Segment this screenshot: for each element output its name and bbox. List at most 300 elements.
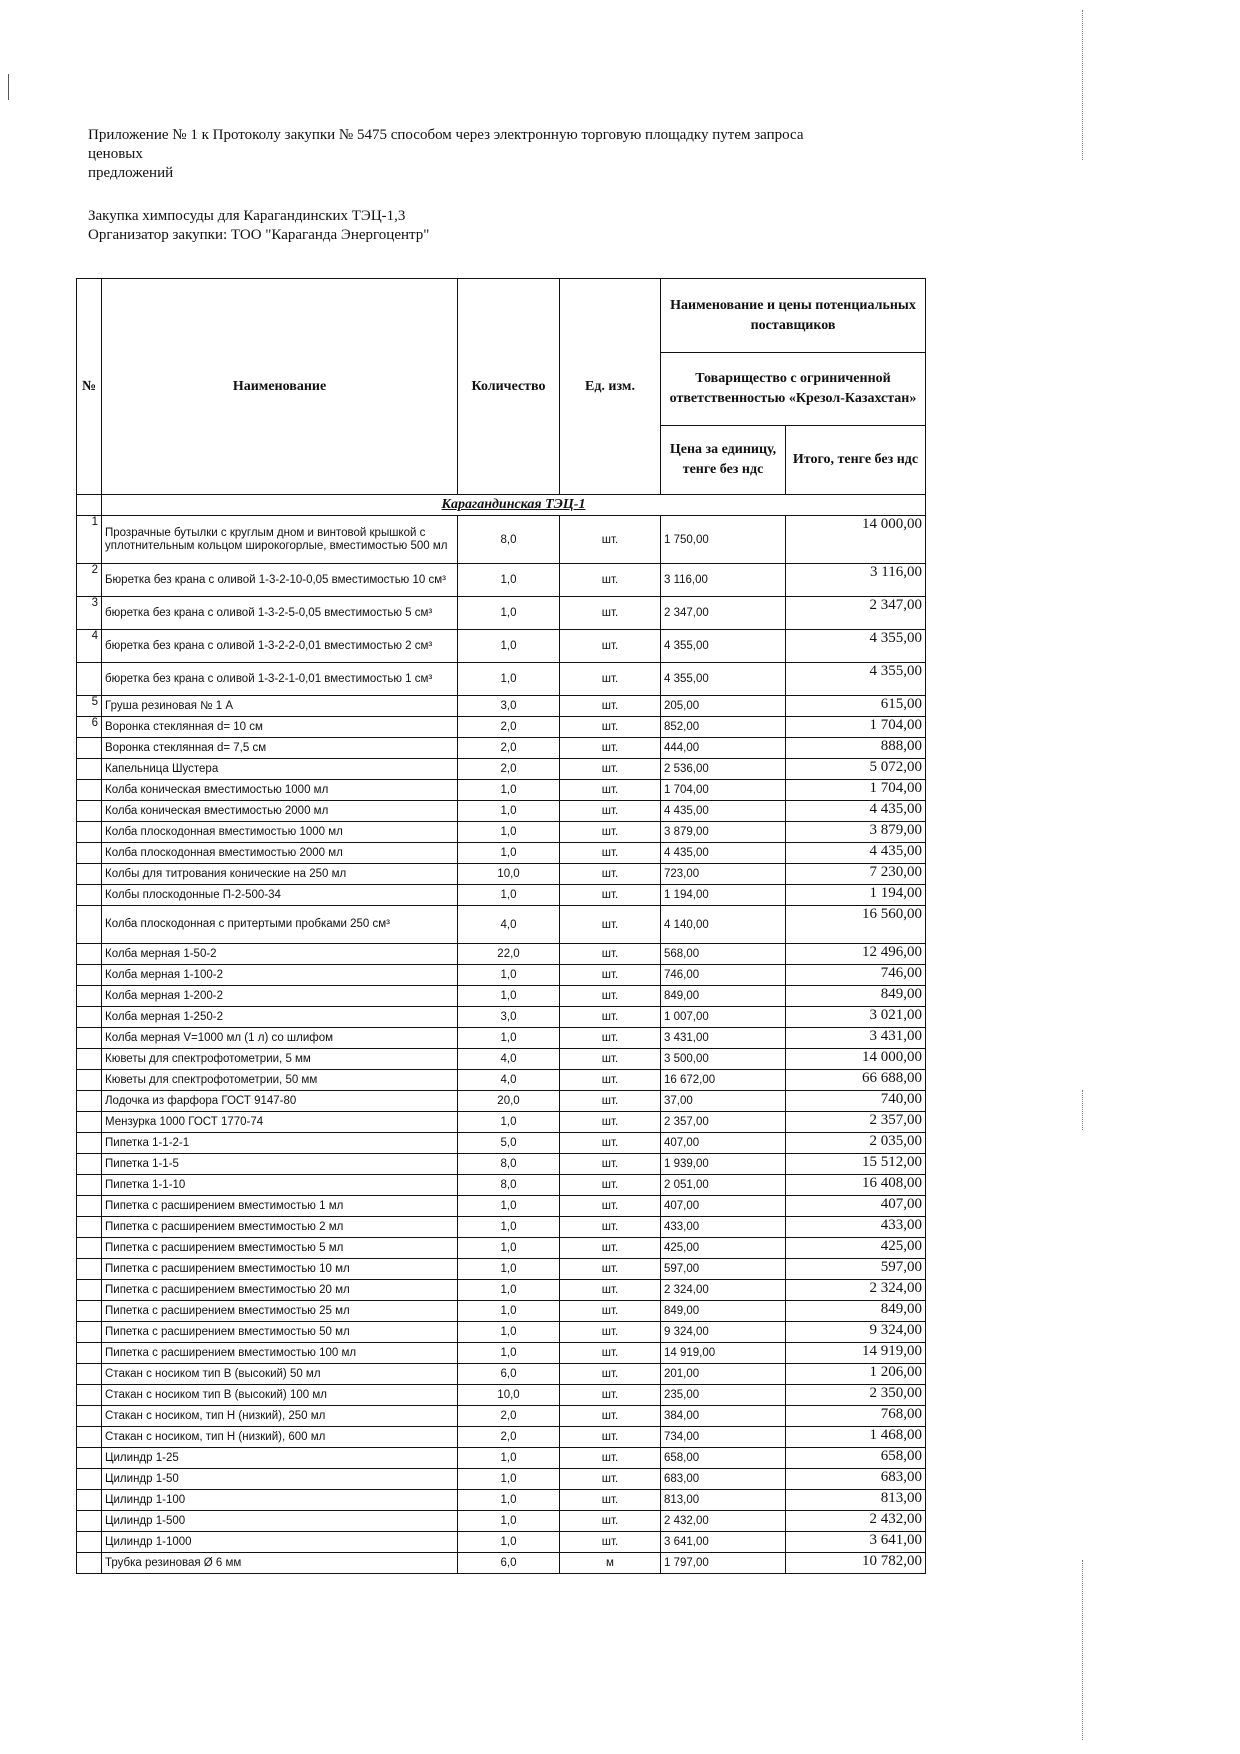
table-row	[77, 1133, 926, 1154]
row-number	[77, 1469, 102, 1490]
item-name: Колба плоскодонная вместимостью 1000 мл	[102, 822, 458, 843]
row-number	[77, 1406, 102, 1427]
item-unit: шт.	[560, 1532, 661, 1553]
item-quantity: 4,0	[458, 906, 560, 944]
item-name: Мензурка 1000 ГОСТ 1770-74	[102, 1112, 458, 1133]
item-name: Цилиндр 1-100	[102, 1490, 458, 1511]
table-row	[77, 663, 926, 696]
item-unit: шт.	[560, 1364, 661, 1385]
item-total: 597,00	[786, 1259, 926, 1280]
row-number	[77, 1049, 102, 1070]
item-total: 746,00	[786, 965, 926, 986]
item-unit: шт.	[560, 1196, 661, 1217]
item-unit: шт.	[560, 885, 661, 906]
row-number: 3	[77, 597, 102, 630]
item-total: 14 919,00	[786, 1343, 926, 1364]
row-number	[77, 986, 102, 1007]
row-number	[77, 843, 102, 864]
item-total: 66 688,00	[786, 1070, 926, 1091]
item-total: 16 408,00	[786, 1175, 926, 1196]
item-total: 14 000,00	[786, 516, 926, 564]
item-name: Колба плоскодонная вместимостью 2000 мл	[102, 843, 458, 864]
header-total: Итого, тенге без ндс	[786, 426, 926, 495]
item-name: Пипетка с расширением вместимостью 2 мл	[102, 1217, 458, 1238]
item-total: 3 431,00	[786, 1028, 926, 1049]
item-unit-price: 3 431,00	[661, 1028, 786, 1049]
item-unit-price: 2 051,00	[661, 1175, 786, 1196]
table-row	[77, 986, 926, 1007]
item-unit: шт.	[560, 1028, 661, 1049]
item-unit: шт.	[560, 780, 661, 801]
item-unit: шт.	[560, 1322, 661, 1343]
item-quantity: 1,0	[458, 630, 560, 663]
item-total: 16 560,00	[786, 906, 926, 944]
item-quantity: 1,0	[458, 843, 560, 864]
item-total: 849,00	[786, 1301, 926, 1322]
item-unit-price: 4 435,00	[661, 801, 786, 822]
item-unit: шт.	[560, 630, 661, 663]
table-row	[77, 1028, 926, 1049]
item-name: Цилиндр 1-500	[102, 1511, 458, 1532]
row-number	[77, 885, 102, 906]
table-row	[77, 1469, 926, 1490]
item-quantity: 1,0	[458, 1028, 560, 1049]
table-row	[77, 944, 926, 965]
item-total: 740,00	[786, 1091, 926, 1112]
item-unit-price: 2 324,00	[661, 1280, 786, 1301]
table-row	[77, 1154, 926, 1175]
table-row	[77, 1196, 926, 1217]
item-total: 888,00	[786, 738, 926, 759]
item-total: 1 194,00	[786, 885, 926, 906]
item-unit-price: 37,00	[661, 1091, 786, 1112]
item-name: Груша резиновая № 1 А	[102, 696, 458, 717]
item-unit-price: 201,00	[661, 1364, 786, 1385]
item-quantity: 8,0	[458, 1154, 560, 1175]
item-unit-price: 235,00	[661, 1385, 786, 1406]
item-name: Колба плоскодонная с притертыми пробками 250 см³	[102, 906, 458, 944]
item-quantity: 1,0	[458, 1532, 560, 1553]
item-quantity: 2,0	[458, 1427, 560, 1448]
item-unit: шт.	[560, 1238, 661, 1259]
item-quantity: 2,0	[458, 717, 560, 738]
item-quantity: 1,0	[458, 564, 560, 597]
item-name: Капельница Шустера	[102, 759, 458, 780]
item-unit: шт.	[560, 1091, 661, 1112]
row-number	[77, 1259, 102, 1280]
table-row	[77, 885, 926, 906]
table-row	[77, 564, 926, 597]
item-unit: шт.	[560, 738, 661, 759]
item-quantity: 1,0	[458, 780, 560, 801]
header-name: Наименование	[102, 279, 458, 495]
item-unit: шт.	[560, 1007, 661, 1028]
item-name: Колба коническая вместимостью 2000 мл	[102, 801, 458, 822]
item-name: Воронка стеклянная d= 10 см	[102, 717, 458, 738]
item-unit: шт.	[560, 822, 661, 843]
item-total: 768,00	[786, 1406, 926, 1427]
item-total: 2 357,00	[786, 1112, 926, 1133]
item-quantity: 1,0	[458, 986, 560, 1007]
item-name: Колба коническая вместимостью 1000 мл	[102, 780, 458, 801]
item-quantity: 1,0	[458, 885, 560, 906]
item-name: Пипетка с расширением вместимостью 100 мл	[102, 1343, 458, 1364]
item-total: 1 206,00	[786, 1364, 926, 1385]
row-number	[77, 1490, 102, 1511]
table-row	[77, 1322, 926, 1343]
item-quantity: 8,0	[458, 1175, 560, 1196]
table-row	[77, 965, 926, 986]
item-name: Трубка резиновая Ø 6 мм	[102, 1553, 458, 1574]
table-row	[77, 1259, 926, 1280]
item-quantity: 6,0	[458, 1364, 560, 1385]
item-total: 1 704,00	[786, 780, 926, 801]
table-row	[77, 843, 926, 864]
item-unit: шт.	[560, 1280, 661, 1301]
item-total: 407,00	[786, 1196, 926, 1217]
item-unit: шт.	[560, 564, 661, 597]
row-number	[77, 1028, 102, 1049]
item-total: 2 347,00	[786, 597, 926, 630]
item-total: 1 468,00	[786, 1427, 926, 1448]
purchase-subject: Закупка химпосуды для Карагандинских ТЭЦ-1,3	[88, 208, 406, 224]
table-row	[77, 1532, 926, 1553]
item-unit: шт.	[560, 1175, 661, 1196]
item-unit: шт.	[560, 1259, 661, 1280]
appendix-title-line1: Приложение № 1 к Протоколу закупки № 5475 способом через электронную торговую площадку путем запроса	[88, 127, 804, 143]
row-number	[77, 1280, 102, 1301]
item-unit: шт.	[560, 717, 661, 738]
row-number	[77, 1301, 102, 1322]
item-total: 433,00	[786, 1217, 926, 1238]
header-quantity: Количество	[458, 279, 560, 495]
item-name: Пипетка 1-1-5	[102, 1154, 458, 1175]
item-unit: шт.	[560, 1217, 661, 1238]
item-total: 425,00	[786, 1238, 926, 1259]
item-unit-price: 4 140,00	[661, 906, 786, 944]
item-quantity: 3,0	[458, 1007, 560, 1028]
item-unit-price: 852,00	[661, 717, 786, 738]
item-unit-price: 384,00	[661, 1406, 786, 1427]
item-name: Прозрачные бутылки с круглым дном и винтовой крышкой с уплотнительным кольцом широкогорлые, вместимостью 500 мл	[102, 516, 458, 564]
item-unit-price: 14 919,00	[661, 1343, 786, 1364]
item-total: 14 000,00	[786, 1049, 926, 1070]
table-row	[77, 1385, 926, 1406]
item-unit-price: 3 879,00	[661, 822, 786, 843]
item-unit: шт.	[560, 1406, 661, 1427]
item-quantity: 1,0	[458, 1112, 560, 1133]
item-unit-price: 568,00	[661, 944, 786, 965]
section-title: Карагандинская ТЭЦ-1	[102, 495, 926, 516]
item-name: бюретка без крана с оливой 1-3-2-1-0,01 вместимостью 1 см³	[102, 663, 458, 696]
row-number	[77, 738, 102, 759]
row-number	[77, 1070, 102, 1091]
item-name: Бюретка без крана с оливой 1-3-2-10-0,05 вместимостью 10 см³	[102, 564, 458, 597]
item-name: Колба мерная 1-250-2	[102, 1007, 458, 1028]
table-row	[77, 738, 926, 759]
item-quantity: 1,0	[458, 1259, 560, 1280]
item-name: Колба мерная 1-50-2	[102, 944, 458, 965]
item-name: Пипетка 1-1-10	[102, 1175, 458, 1196]
item-total: 9 324,00	[786, 1322, 926, 1343]
item-quantity: 4,0	[458, 1070, 560, 1091]
item-unit: шт.	[560, 696, 661, 717]
row-number: 1	[77, 516, 102, 564]
item-quantity: 1,0	[458, 1196, 560, 1217]
table-row	[77, 801, 926, 822]
item-unit: шт.	[560, 1154, 661, 1175]
item-total: 2 324,00	[786, 1280, 926, 1301]
row-number	[77, 1007, 102, 1028]
item-total: 813,00	[786, 1490, 926, 1511]
scan-dots-bottom	[1082, 1560, 1084, 1740]
item-unit-price: 658,00	[661, 1448, 786, 1469]
item-unit-price: 4 355,00	[661, 630, 786, 663]
item-quantity: 10,0	[458, 864, 560, 885]
item-quantity: 1,0	[458, 597, 560, 630]
item-unit: шт.	[560, 1511, 661, 1532]
item-unit: шт.	[560, 906, 661, 944]
purchase-organizer: Организатор закупки: ТОО "Караганда Энергоцентр"	[88, 227, 430, 243]
item-unit-price: 2 347,00	[661, 597, 786, 630]
item-quantity: 1,0	[458, 965, 560, 986]
item-total: 3 116,00	[786, 564, 926, 597]
table-row	[77, 1427, 926, 1448]
item-quantity: 3,0	[458, 696, 560, 717]
item-unit-price: 683,00	[661, 1469, 786, 1490]
item-unit-price: 1 750,00	[661, 516, 786, 564]
item-total: 3 021,00	[786, 1007, 926, 1028]
item-unit: шт.	[560, 843, 661, 864]
item-unit-price: 723,00	[661, 864, 786, 885]
header-unit-price: Цена за единицу, тенге без ндс	[661, 426, 786, 495]
row-number: 6	[77, 717, 102, 738]
row-number	[77, 1154, 102, 1175]
item-unit-price: 746,00	[661, 965, 786, 986]
row-number	[77, 1112, 102, 1133]
item-quantity: 1,0	[458, 1469, 560, 1490]
item-unit: шт.	[560, 864, 661, 885]
row-number	[77, 1448, 102, 1469]
item-name: Цилиндр 1-50	[102, 1469, 458, 1490]
row-number	[77, 1175, 102, 1196]
item-unit-price: 3 641,00	[661, 1532, 786, 1553]
table-row	[77, 1217, 926, 1238]
item-unit-price: 849,00	[661, 1301, 786, 1322]
item-unit: шт.	[560, 1490, 661, 1511]
item-quantity: 1,0	[458, 1301, 560, 1322]
row-number	[77, 822, 102, 843]
item-unit-price: 813,00	[661, 1490, 786, 1511]
item-unit: шт.	[560, 663, 661, 696]
item-total: 7 230,00	[786, 864, 926, 885]
item-unit-price: 407,00	[661, 1196, 786, 1217]
table-row	[77, 1343, 926, 1364]
item-unit-price: 2 536,00	[661, 759, 786, 780]
item-quantity: 10,0	[458, 1385, 560, 1406]
item-unit-price: 407,00	[661, 1133, 786, 1154]
item-unit-price: 433,00	[661, 1217, 786, 1238]
item-quantity: 1,0	[458, 1280, 560, 1301]
appendix-title-line3: предложений	[88, 165, 174, 181]
item-name: Кюветы для спектрофотометрии, 5 мм	[102, 1049, 458, 1070]
table-row	[77, 1490, 926, 1511]
item-unit-price: 849,00	[661, 986, 786, 1007]
table-row	[77, 1301, 926, 1322]
table-row	[77, 1049, 926, 1070]
table-row	[77, 1280, 926, 1301]
scan-dots-middle	[1082, 1090, 1084, 1130]
table-row	[77, 1112, 926, 1133]
item-unit-price: 425,00	[661, 1238, 786, 1259]
row-number	[77, 1511, 102, 1532]
item-unit: шт.	[560, 1385, 661, 1406]
item-total: 10 782,00	[786, 1553, 926, 1574]
row-number	[77, 1427, 102, 1448]
item-total: 15 512,00	[786, 1154, 926, 1175]
row-number	[77, 1133, 102, 1154]
row-number: 2	[77, 564, 102, 597]
item-name: Пипетка с расширением вместимостью 25 мл	[102, 1301, 458, 1322]
table-row	[77, 822, 926, 843]
item-quantity: 2,0	[458, 738, 560, 759]
table-row	[77, 1175, 926, 1196]
table-row	[77, 696, 926, 717]
item-quantity: 6,0	[458, 1553, 560, 1574]
item-unit-price: 1 704,00	[661, 780, 786, 801]
table-row	[77, 759, 926, 780]
item-unit: шт.	[560, 1112, 661, 1133]
row-number	[77, 1364, 102, 1385]
table-row	[77, 516, 926, 564]
item-quantity: 22,0	[458, 944, 560, 965]
item-name: Колба мерная V=1000 мл (1 л) со шлифом	[102, 1028, 458, 1049]
item-name: Лодочка из фарфора ГОСТ 9147-80	[102, 1091, 458, 1112]
row-number	[77, 1553, 102, 1574]
row-number: 5	[77, 696, 102, 717]
item-name: Колбы для титрования конические на 250 мл	[102, 864, 458, 885]
item-name: Стакан с носиком тип В (высокий) 50 мл	[102, 1364, 458, 1385]
item-quantity: 2,0	[458, 1406, 560, 1427]
item-quantity: 1,0	[458, 1490, 560, 1511]
item-unit-price: 597,00	[661, 1259, 786, 1280]
item-total: 4 435,00	[786, 843, 926, 864]
item-name: Пипетка с расширением вместимостью 1 мл	[102, 1196, 458, 1217]
item-quantity: 2,0	[458, 759, 560, 780]
item-name: Пипетка с расширением вместимостью 20 мл	[102, 1280, 458, 1301]
item-quantity: 1,0	[458, 1343, 560, 1364]
item-unit-price: 2 357,00	[661, 1112, 786, 1133]
row-number	[77, 663, 102, 696]
row-number	[77, 1532, 102, 1553]
item-total: 658,00	[786, 1448, 926, 1469]
table-row	[77, 906, 926, 944]
item-quantity: 20,0	[458, 1091, 560, 1112]
table-row	[77, 1448, 926, 1469]
item-unit: шт.	[560, 759, 661, 780]
item-unit-price: 1 939,00	[661, 1154, 786, 1175]
item-unit-price: 16 672,00	[661, 1070, 786, 1091]
item-total: 615,00	[786, 696, 926, 717]
item-unit-price: 734,00	[661, 1427, 786, 1448]
item-name: бюретка без крана с оливой 1-3-2-2-0,01 вместимостью 2 см³	[102, 630, 458, 663]
table-row	[77, 1511, 926, 1532]
item-unit: шт.	[560, 965, 661, 986]
table-row	[77, 864, 926, 885]
item-unit: шт.	[560, 1049, 661, 1070]
item-name: Пипетка с расширением вместимостью 50 мл	[102, 1322, 458, 1343]
item-unit: шт.	[560, 1301, 661, 1322]
item-unit: шт.	[560, 597, 661, 630]
item-name: Колба мерная 1-100-2	[102, 965, 458, 986]
item-name: Цилиндр 1-25	[102, 1448, 458, 1469]
item-quantity: 1,0	[458, 1238, 560, 1259]
item-total: 4 355,00	[786, 663, 926, 696]
appendix-title-line2: ценовых	[88, 146, 143, 162]
item-name: Кюветы для спектрофотометрии, 50 мм	[102, 1070, 458, 1091]
item-unit-price: 1 007,00	[661, 1007, 786, 1028]
item-name: Пипетка с расширением вместимостью 10 мл	[102, 1259, 458, 1280]
item-unit-price: 3 500,00	[661, 1049, 786, 1070]
table-row	[77, 1406, 926, 1427]
item-unit-price: 444,00	[661, 738, 786, 759]
item-name: Стакан с носиком, тип Н (низкий), 600 мл	[102, 1427, 458, 1448]
item-total: 4 435,00	[786, 801, 926, 822]
row-number	[77, 944, 102, 965]
item-unit-price: 9 324,00	[661, 1322, 786, 1343]
document-header	[88, 126, 908, 245]
item-quantity: 1,0	[458, 1511, 560, 1532]
item-quantity: 1,0	[458, 1217, 560, 1238]
item-unit-price: 2 432,00	[661, 1511, 786, 1532]
item-unit: шт.	[560, 801, 661, 822]
item-unit-price: 4 435,00	[661, 843, 786, 864]
item-quantity: 1,0	[458, 822, 560, 843]
row-number	[77, 1091, 102, 1112]
item-unit: м	[560, 1553, 661, 1574]
item-total: 1 704,00	[786, 717, 926, 738]
table-row	[77, 1007, 926, 1028]
item-total: 5 072,00	[786, 759, 926, 780]
row-number	[77, 864, 102, 885]
item-unit: шт.	[560, 944, 661, 965]
item-total: 849,00	[786, 986, 926, 1007]
item-quantity: 4,0	[458, 1049, 560, 1070]
item-name: Стакан с носиком тип В (высокий) 100 мл	[102, 1385, 458, 1406]
row-number	[77, 906, 102, 944]
item-total: 3 879,00	[786, 822, 926, 843]
header-suppliers: Наименование и цены потенциальных поставщиков	[661, 279, 926, 353]
item-quantity: 5,0	[458, 1133, 560, 1154]
item-total: 2 432,00	[786, 1511, 926, 1532]
item-name: бюретка без крана с оливой 1-3-2-5-0,05 вместимостью 5 см³	[102, 597, 458, 630]
item-unit-price: 1 797,00	[661, 1553, 786, 1574]
row-number	[77, 801, 102, 822]
item-quantity: 8,0	[458, 516, 560, 564]
header-supplier-name: Товарищество с огриниченной ответственностью «Крезол-Казахстан»	[661, 353, 926, 426]
row-number	[77, 1217, 102, 1238]
item-quantity: 1,0	[458, 663, 560, 696]
item-unit: шт.	[560, 1133, 661, 1154]
table-row	[77, 1091, 926, 1112]
row-number	[77, 1196, 102, 1217]
item-unit-price: 1 194,00	[661, 885, 786, 906]
table-row	[77, 597, 926, 630]
scan-mark-left	[8, 74, 9, 100]
table-row	[77, 1364, 926, 1385]
item-name: Пипетка с расширением вместимостью 5 мл	[102, 1238, 458, 1259]
item-unit: шт.	[560, 1448, 661, 1469]
